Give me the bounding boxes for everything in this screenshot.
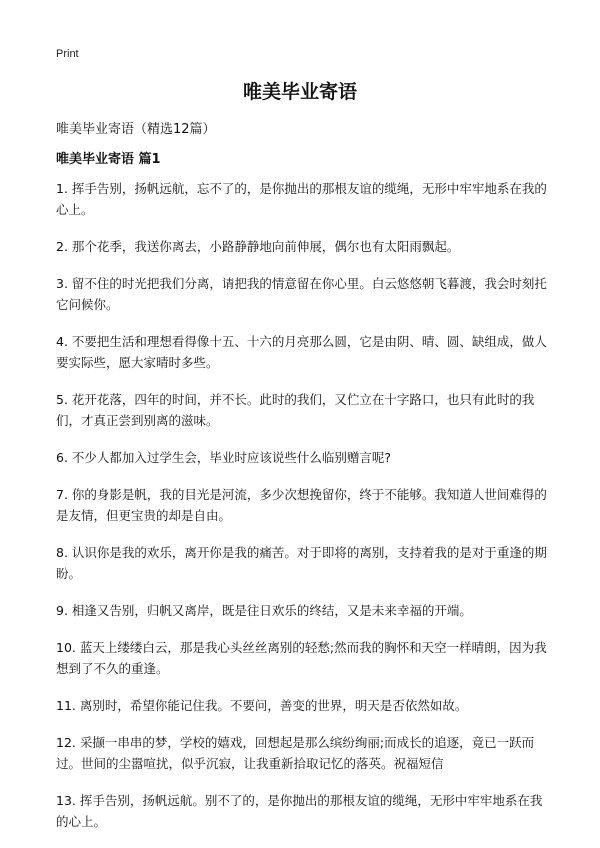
document-subtitle: 唯美毕业寄语（精选12篇）	[56, 122, 216, 137]
list-item: 5. 花开花落，四年的时间，并不长。此时的我们，又伫立在十字路口，也只有此时的我们，才真正尝到别离的滋味。	[56, 392, 535, 428]
list-item: 7. 你的身影是帆，我的目光是河流，多少次想挽留你，终于不能够。我知道人世间难得的是友情，但更宝贵的却是自由。	[56, 487, 547, 523]
list-item: 6. 不少人都加入过学生会，毕业时应该说些什么临别赠言呢?	[56, 450, 392, 465]
list-item: 11. 离别时，希望你能记住我。不要问，善变的世界，明天是否依然如故。	[56, 698, 468, 713]
list-item: 9. 相逢又告别，归帆又离岸，既是往日欢乐的终结，又是未来幸福的开端。	[56, 603, 472, 618]
page-title: 唯美毕业寄语	[242, 81, 357, 103]
list-item: 3. 留不住的时光把我们分离，请把我的情意留在你心里。白云悠悠朝飞暮渡，我会时刻托它问候你。	[56, 276, 547, 312]
section-heading: 唯美毕业寄语 篇1	[56, 152, 161, 167]
list-item: 1. 挥手告别，扬帆远航，忘不了的，是你抛出的那根友谊的缆绳，无形中牢牢地系在我的心上。	[56, 181, 547, 217]
list-item: 12. 采撷一串串的梦，学校的嬉戏，回想起是那么缤纷绚丽;而成长的追逐，竟已一跃而过。世间的尘嚣喧扰，似乎沉寂，让我重新拾取记忆的落英。祝福短信	[56, 735, 535, 771]
list-item: 4. 不要把生活和理想看得像十五、十六的月亮那么圆，它是由阴、晴、圆、缺组成，做人要实际些，愿大家晴时多些。	[56, 334, 547, 370]
print-link[interactable]: Print	[56, 48, 79, 60]
list-item: 8. 认识你是我的欢乐，离开你是我的痛苦。对于即将的离别，支持着我的是对于重逢的期盼。	[56, 545, 547, 581]
list-item: 13. 挥手告别，扬帆远航。别不了的，是你抛出的那根友谊的缆绳，无形中牢牢地系在我的心上。	[56, 793, 543, 829]
entry-list	[56, 178, 551, 848]
list-item: 10. 蓝天上缕缕白云，那是我心头丝丝离别的轻愁;然而我的胸怀和天空一样晴朗，因为我想到了不久的重逢。	[56, 640, 547, 676]
list-item: 2. 那个花季，我送你离去，小路静静地向前伸展，偶尔也有太阳雨飘起。	[56, 239, 460, 254]
